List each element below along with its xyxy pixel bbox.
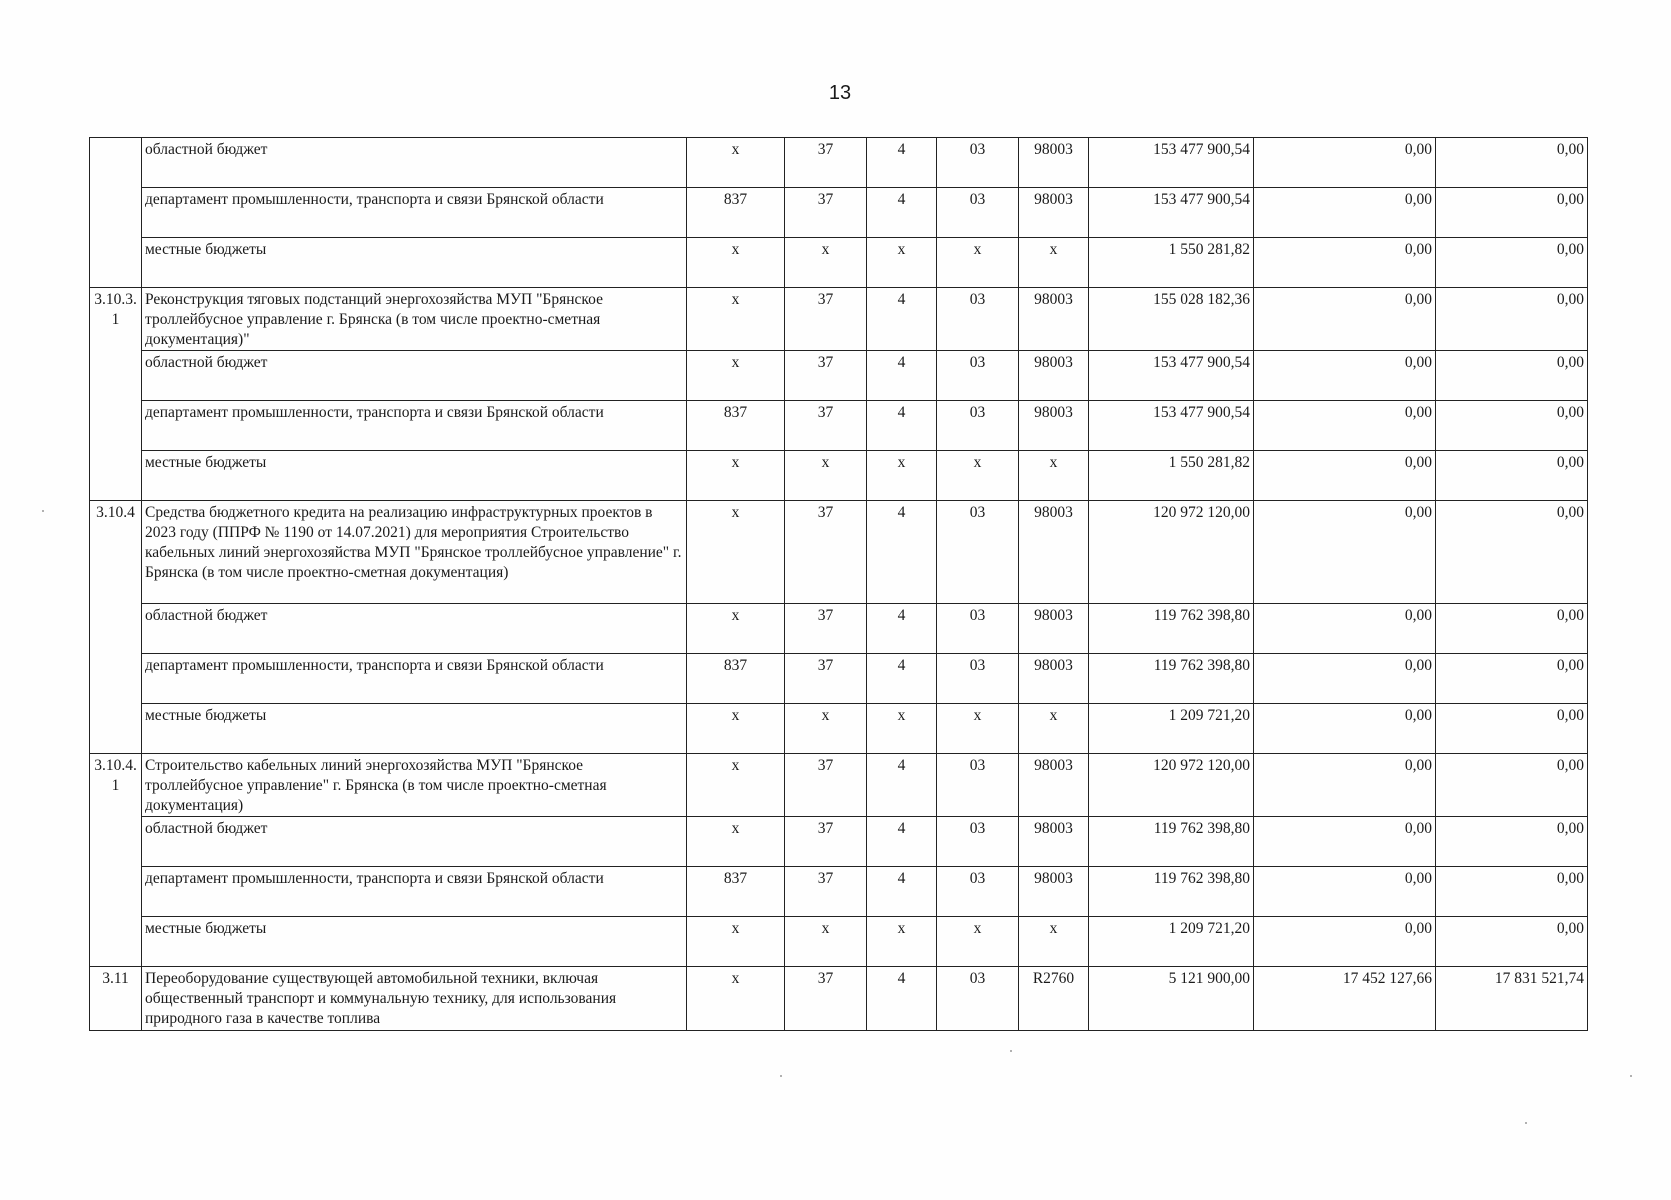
row-name-cell: областной бюджет — [142, 817, 687, 867]
code-cell: 03 — [937, 867, 1019, 917]
amount-2025-cell: 0,00 — [1436, 501, 1588, 604]
code-cell: х — [937, 704, 1019, 754]
amount-2023-cell: 153 477 900,54 — [1089, 138, 1254, 188]
code-cell: 98003 — [1019, 351, 1089, 401]
amount-2024-cell: 0,00 — [1254, 654, 1436, 704]
grbs-cell: х — [687, 451, 785, 501]
amount-2024-cell: 0,00 — [1254, 401, 1436, 451]
amount-2025-cell: 0,00 — [1436, 654, 1588, 704]
code-cell: 03 — [937, 604, 1019, 654]
amount-2024-cell: 0,00 — [1254, 238, 1436, 288]
amount-2025-cell: 0,00 — [1436, 704, 1588, 754]
code-cell: х — [937, 917, 1019, 967]
grbs-cell: 837 — [687, 654, 785, 704]
table-row — [90, 967, 1588, 1031]
table-row — [90, 817, 1588, 867]
grbs-cell: х — [687, 238, 785, 288]
row-name-cell: местные бюджеты — [142, 451, 687, 501]
code-cell: 4 — [867, 967, 937, 1031]
code-cell: 98003 — [1019, 188, 1089, 238]
code-cell: 03 — [937, 967, 1019, 1031]
grbs-cell: х — [687, 754, 785, 817]
amount-2023-cell: 155 028 182,36 — [1089, 288, 1254, 351]
code-cell: 03 — [937, 817, 1019, 867]
amount-2023-cell: 119 762 398,80 — [1089, 817, 1254, 867]
code-cell: 37 — [785, 288, 867, 351]
table-row — [90, 501, 1588, 604]
amount-2024-cell: 0,00 — [1254, 704, 1436, 754]
code-cell: 37 — [785, 188, 867, 238]
code-cell: 98003 — [1019, 604, 1089, 654]
amount-2024-cell: 17 452 127,66 — [1254, 967, 1436, 1031]
table-row — [90, 754, 1588, 817]
amount-2025-cell: 0,00 — [1436, 917, 1588, 967]
grbs-cell: х — [687, 138, 785, 188]
code-cell: 4 — [867, 654, 937, 704]
code-cell: 4 — [867, 401, 937, 451]
code-cell: 37 — [785, 754, 867, 817]
table-row — [90, 401, 1588, 451]
scan-speck — [1010, 1050, 1012, 1052]
table-row — [90, 654, 1588, 704]
grbs-cell: 837 — [687, 867, 785, 917]
amount-2025-cell: 17 831 521,74 — [1436, 967, 1588, 1031]
grbs-cell: х — [687, 704, 785, 754]
row-name-cell: местные бюджеты — [142, 238, 687, 288]
amount-2023-cell: 119 762 398,80 — [1089, 654, 1254, 704]
amount-2024-cell: 0,00 — [1254, 754, 1436, 817]
code-cell: х — [867, 917, 937, 967]
table-row — [90, 451, 1588, 501]
code-cell: 4 — [867, 288, 937, 351]
grbs-cell: х — [687, 351, 785, 401]
amount-2024-cell: 0,00 — [1254, 604, 1436, 654]
row-number-cell: 3.10.4. 1 — [90, 754, 142, 967]
scan-speck — [1525, 1122, 1527, 1124]
scan-speck — [1630, 1075, 1632, 1077]
table-row — [90, 917, 1588, 967]
amount-2025-cell: 0,00 — [1436, 754, 1588, 817]
code-cell: х — [867, 238, 937, 288]
amount-2023-cell: 1 209 721,20 — [1089, 917, 1254, 967]
row-name-cell: местные бюджеты — [142, 704, 687, 754]
amount-2023-cell: 1 209 721,20 — [1089, 704, 1254, 754]
code-cell: 37 — [785, 138, 867, 188]
code-cell: 03 — [937, 654, 1019, 704]
grbs-cell: х — [687, 917, 785, 967]
row-name-cell: департамент промышленности, транспорта и связи Брянской области — [142, 188, 687, 238]
code-cell: х — [1019, 238, 1089, 288]
row-name-cell: областной бюджет — [142, 138, 687, 188]
table-row — [90, 138, 1588, 188]
code-cell: х — [937, 238, 1019, 288]
budget-table — [89, 137, 1588, 1031]
code-cell: 4 — [867, 188, 937, 238]
code-cell: 4 — [867, 138, 937, 188]
code-cell: 37 — [785, 604, 867, 654]
row-name-cell: областной бюджет — [142, 351, 687, 401]
row-name-cell: Средства бюджетного кредита на реализацию инфраструктурных проектов в 2023 году (ППРФ № 1190 от 14.07.2021) для мероприятия Строительство кабельных линий энергохозяйства МУП "Брянское троллейбусное управление" г. Брянска (в том числе проектно-сметная документация) — [142, 501, 687, 604]
code-cell: 4 — [867, 604, 937, 654]
amount-2025-cell: 0,00 — [1436, 238, 1588, 288]
code-cell: 03 — [937, 351, 1019, 401]
row-name-cell: областной бюджет — [142, 604, 687, 654]
page-number: 13 — [828, 82, 852, 104]
row-name-cell: Переоборудование существующей автомобильной техники, включая общественный транспорт и коммунальную технику, для использования природного газа в качестве топлива — [142, 967, 687, 1031]
code-cell: 03 — [937, 138, 1019, 188]
table-row — [90, 704, 1588, 754]
code-cell: 37 — [785, 967, 867, 1031]
table-row — [90, 351, 1588, 401]
amount-2023-cell: 1 550 281,82 — [1089, 451, 1254, 501]
code-cell: 03 — [937, 754, 1019, 817]
row-name-cell: Строительство кабельных линий энергохозяйства МУП "Брянское троллейбусное управление" г. Брянска (в том числе проектно-сметная документация) — [142, 754, 687, 817]
row-number-cell: 3.10.4 — [90, 501, 142, 754]
code-cell: 37 — [785, 817, 867, 867]
grbs-cell: 837 — [687, 401, 785, 451]
code-cell: 37 — [785, 351, 867, 401]
amount-2024-cell: 0,00 — [1254, 817, 1436, 867]
row-number-cell: 3.10.3. 1 — [90, 288, 142, 501]
code-cell: 98003 — [1019, 754, 1089, 817]
table-row — [90, 288, 1588, 351]
code-cell: х — [785, 451, 867, 501]
code-cell: 4 — [867, 754, 937, 817]
code-cell: 4 — [867, 501, 937, 604]
code-cell: х — [785, 917, 867, 967]
code-cell: 37 — [785, 654, 867, 704]
row-name-cell: департамент промышленности, транспорта и связи Брянской области — [142, 401, 687, 451]
scan-speck — [780, 1075, 782, 1077]
code-cell: 98003 — [1019, 867, 1089, 917]
code-cell: 98003 — [1019, 401, 1089, 451]
amount-2023-cell: 1 550 281,82 — [1089, 238, 1254, 288]
amount-2023-cell: 153 477 900,54 — [1089, 351, 1254, 401]
code-cell: 98003 — [1019, 654, 1089, 704]
amount-2024-cell: 0,00 — [1254, 138, 1436, 188]
code-cell: 98003 — [1019, 288, 1089, 351]
row-name-cell: департамент промышленности, транспорта и связи Брянской области — [142, 654, 687, 704]
amount-2024-cell: 0,00 — [1254, 351, 1436, 401]
code-cell: х — [785, 704, 867, 754]
code-cell: R2760 — [1019, 967, 1089, 1031]
row-name-cell: Реконструкция тяговых подстанций энергохозяйства МУП "Брянское троллейбусное управление г. Брянска (в том числе проектно-сметная документация)" — [142, 288, 687, 351]
amount-2023-cell: 5 121 900,00 — [1089, 967, 1254, 1031]
code-cell: 98003 — [1019, 817, 1089, 867]
amount-2025-cell: 0,00 — [1436, 817, 1588, 867]
amount-2024-cell: 0,00 — [1254, 188, 1436, 238]
amount-2025-cell: 0,00 — [1436, 867, 1588, 917]
code-cell: х — [867, 451, 937, 501]
amount-2023-cell: 120 972 120,00 — [1089, 754, 1254, 817]
amount-2024-cell: 0,00 — [1254, 501, 1436, 604]
scan-speck — [42, 510, 44, 512]
code-cell: 03 — [937, 501, 1019, 604]
code-cell: 4 — [867, 351, 937, 401]
amount-2023-cell: 153 477 900,54 — [1089, 188, 1254, 238]
code-cell: х — [1019, 704, 1089, 754]
code-cell: 4 — [867, 867, 937, 917]
amount-2025-cell: 0,00 — [1436, 351, 1588, 401]
row-number-cell: 3.11 — [90, 967, 142, 1031]
code-cell: 4 — [867, 817, 937, 867]
code-cell: 37 — [785, 501, 867, 604]
code-cell: 37 — [785, 401, 867, 451]
amount-2025-cell: 0,00 — [1436, 138, 1588, 188]
table-row — [90, 188, 1588, 238]
amount-2024-cell: 0,00 — [1254, 288, 1436, 351]
amount-2024-cell: 0,00 — [1254, 451, 1436, 501]
grbs-cell: х — [687, 288, 785, 351]
code-cell: 37 — [785, 867, 867, 917]
code-cell: 03 — [937, 288, 1019, 351]
amount-2025-cell: 0,00 — [1436, 288, 1588, 351]
code-cell: 03 — [937, 188, 1019, 238]
grbs-cell: х — [687, 817, 785, 867]
grbs-cell: х — [687, 967, 785, 1031]
amount-2025-cell: 0,00 — [1436, 451, 1588, 501]
amount-2025-cell: 0,00 — [1436, 604, 1588, 654]
code-cell: х — [1019, 451, 1089, 501]
code-cell: х — [937, 451, 1019, 501]
amount-2024-cell: 0,00 — [1254, 867, 1436, 917]
amount-2023-cell: 119 762 398,80 — [1089, 604, 1254, 654]
amount-2025-cell: 0,00 — [1436, 401, 1588, 451]
amount-2025-cell: 0,00 — [1436, 188, 1588, 238]
code-cell: 98003 — [1019, 138, 1089, 188]
table-row — [90, 238, 1588, 288]
grbs-cell: х — [687, 604, 785, 654]
amount-2023-cell: 153 477 900,54 — [1089, 401, 1254, 451]
code-cell: 98003 — [1019, 501, 1089, 604]
row-name-cell: местные бюджеты — [142, 917, 687, 967]
row-number-cell — [90, 138, 142, 288]
code-cell: х — [1019, 917, 1089, 967]
table-row — [90, 867, 1588, 917]
row-name-cell: департамент промышленности, транспорта и связи Брянской области — [142, 867, 687, 917]
amount-2023-cell: 119 762 398,80 — [1089, 867, 1254, 917]
amount-2023-cell: 120 972 120,00 — [1089, 501, 1254, 604]
code-cell: х — [785, 238, 867, 288]
code-cell: х — [867, 704, 937, 754]
code-cell: 03 — [937, 401, 1019, 451]
grbs-cell: 837 — [687, 188, 785, 238]
grbs-cell: х — [687, 501, 785, 604]
amount-2024-cell: 0,00 — [1254, 917, 1436, 967]
table-row — [90, 604, 1588, 654]
